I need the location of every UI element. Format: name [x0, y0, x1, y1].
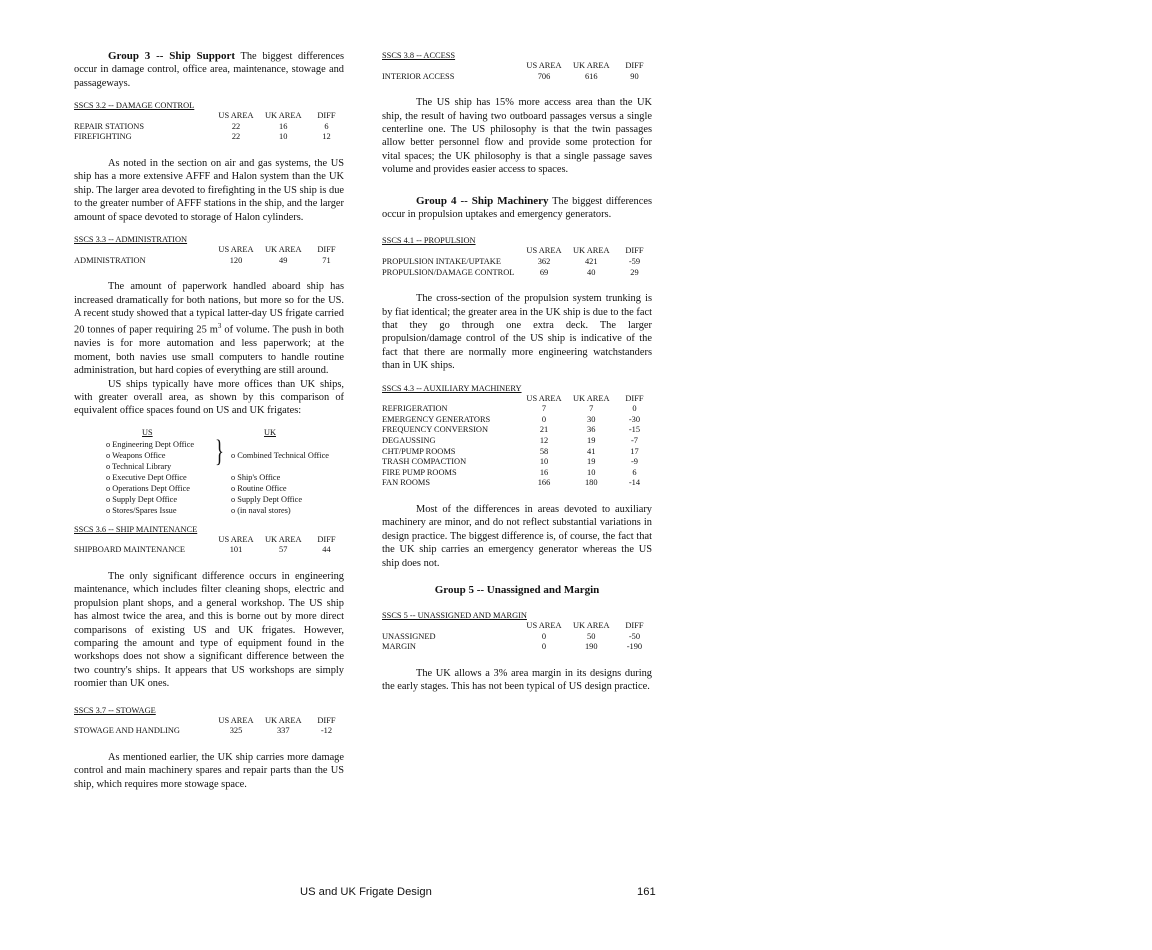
- maintenance-paragraph: The only significant difference occurs in engineering maintenance, which includes filter cleaning shops, electric and propulsion plant shops, and a general workshop. The US ship has almost twice the area, and this is borne out by more direct comparisons of existing US and UK frigates. However, comparing the amount and type of equipment found in the workshops does not show a significant difference between the two country's ships. It appears that US workshops are simply roomier than UK ones.: [74, 570, 344, 690]
- us-area-cell: 362: [537, 257, 551, 267]
- table-row: [382, 632, 652, 643]
- diff-cell: -12: [320, 726, 333, 736]
- paperwork-text-b: of volume. The push in both navies is for more automation and less paperwork; at the moment, both navies use small computers to handle routine administration, but hard copies of everything are still around.: [74, 324, 344, 377]
- uk-area-cell: 16: [279, 121, 288, 131]
- us-area-cell: 22: [231, 132, 241, 142]
- diff-cell: -30: [628, 414, 641, 424]
- diff-cell: -9: [630, 457, 638, 467]
- us-area-cell: 101: [229, 545, 243, 555]
- group4-heading: Group 4 -- Ship Machinery: [416, 194, 549, 207]
- area-table: [382, 621, 652, 653]
- uk-office-item: o (in naval stores): [231, 505, 291, 515]
- uk-area-cell: 337: [276, 726, 290, 736]
- table-row: [382, 447, 652, 458]
- diff-cell: 0: [632, 404, 637, 414]
- paperwork-paragraph: [74, 280, 344, 377]
- table-row: [382, 478, 652, 489]
- left-column: [74, 50, 344, 791]
- row-label: STOWAGE AND HANDLING: [74, 726, 180, 736]
- row-label: FREQUENCY CONVERSION: [382, 425, 489, 435]
- uk-offices-heading: UK: [264, 427, 276, 437]
- table-sscs-5: [382, 610, 652, 653]
- us-area-cell: 22: [231, 121, 241, 131]
- uk-area-cell: 19: [587, 436, 596, 446]
- table-row: [74, 256, 344, 267]
- table-row: [382, 425, 652, 436]
- table-title: SSCS 3.8 -- ACCESS: [382, 51, 456, 60]
- table-row: [74, 545, 344, 556]
- row-label: ADMINISTRATION: [74, 255, 146, 265]
- table-row: [382, 457, 652, 468]
- row-label: FIRE PUMP ROOMS: [382, 467, 457, 477]
- page-number: 161: [637, 886, 656, 898]
- column-header: DIFF: [625, 393, 644, 403]
- area-table: [382, 394, 652, 489]
- column-header: US AREA: [526, 61, 562, 70]
- us-area-cell: 0: [541, 414, 547, 424]
- row-label: FAN ROOMS: [382, 478, 431, 488]
- column-header: US AREA: [218, 245, 254, 255]
- column-header: DIFF: [317, 245, 336, 255]
- uk-area-cell: 7: [589, 404, 594, 414]
- table-row: [382, 415, 652, 426]
- row-label: FIREFIGHTING: [74, 132, 132, 142]
- propulsion-paragraph: The cross-section of the propulsion system trunking is by fiat identical; the greater area in the UK ship is due to the fact that they go through one extra deck. The larger propulsion/damage control of the US ship is indicative of the fact that there are normally more engineering watchstanders than in UK ships.: [382, 293, 652, 372]
- row-label: PROPULSION INTAKE/UPTAKE: [382, 257, 501, 267]
- us-area-cell: 7: [541, 404, 547, 414]
- column-header: DIFF: [317, 534, 336, 544]
- uk-area-cell: 19: [587, 457, 596, 467]
- area-table: [74, 535, 344, 556]
- uk-area-cell: 190: [584, 642, 598, 652]
- table-header-row: [74, 111, 344, 122]
- table-row: [74, 726, 344, 737]
- group4-paragraph: [382, 195, 652, 222]
- uk-office-item: o Supply Dept Office: [231, 494, 303, 504]
- table-title: SSCS 3.6 -- SHIP MAINTENANCE: [74, 524, 198, 534]
- uk-office-item: o Ship's Office: [231, 472, 281, 482]
- diff-cell: 6: [324, 121, 329, 131]
- column-header: US AREA: [526, 621, 562, 631]
- us-area-cell: 58: [539, 446, 549, 456]
- us-office-item: o Supply Dept Office: [106, 494, 178, 504]
- office-comparison: [74, 428, 344, 524]
- us-area-cell: 10: [539, 457, 549, 467]
- group5-heading: Group 5 -- Unassigned and Margin: [434, 584, 600, 597]
- auxiliary-paragraph: Most of the differences in areas devoted to auxiliary machinery are minor, and do not reflect substantial variations in design practice. The biggest difference is, of course, the fact that the UK ship carries an emergency generator whereas the US ship does not.: [382, 504, 652, 569]
- table-header-row: [382, 61, 652, 72]
- us-office-item: o Weapons Office: [106, 450, 166, 460]
- us-area-cell: 0: [541, 642, 547, 652]
- column-header: US AREA: [526, 393, 562, 403]
- row-label: UNASSIGNED: [382, 631, 436, 641]
- table-header-row: [74, 716, 344, 727]
- table-sscs-3-8: [382, 50, 652, 82]
- us-office-item: o Engineering Dept Office: [106, 439, 195, 449]
- column-header: US AREA: [218, 111, 254, 121]
- row-label: PROPULSION/DAMAGE CONTROL: [382, 267, 515, 277]
- margin-paragraph: The UK allows a 3% area margin in its designs during the early stages. This has not been typical of US design practice.: [382, 667, 652, 693]
- stowage-paragraph: As mentioned earlier, the UK ship carries more damage control and main machinery spares and repair parts than the US ship, which requires more stowage space.: [74, 751, 344, 790]
- table-sscs-3-3: [74, 234, 344, 266]
- diff-cell: 90: [630, 71, 639, 81]
- offices-paragraph: US ships typically have more offices than UK ships, with greater overall area, as shown by this comparison of equivalent office spaces found on US and UK frigates:: [74, 378, 344, 417]
- diff-cell: -59: [628, 257, 641, 267]
- table-row: [74, 132, 344, 143]
- diff-cell: -190: [626, 642, 643, 652]
- us-offices-heading: US: [142, 427, 153, 437]
- table-sscs-3-7: [74, 705, 344, 737]
- diff-cell: -14: [628, 478, 641, 488]
- table-header-row: [382, 394, 652, 405]
- table-title: SSCS 4.3 -- AUXILIARY MACHINERY: [382, 383, 522, 393]
- table-sscs-4-1: [382, 235, 652, 278]
- us-area-cell: 69: [539, 267, 549, 277]
- group4-text: The biggest differences occur in propulsion uptakes and emergency generators.: [382, 195, 652, 221]
- us-area-cell: 120: [229, 255, 243, 265]
- area-table: [74, 111, 344, 143]
- table-title: SSCS 3.2 -- DAMAGE CONTROL: [74, 101, 195, 111]
- us-area-cell: 21: [539, 425, 549, 435]
- column-header: US AREA: [218, 534, 254, 544]
- diff-cell: 29: [630, 267, 639, 277]
- diff-cell: -15: [628, 425, 641, 435]
- us-area-cell: 706: [537, 71, 551, 81]
- table-header-row: [74, 245, 344, 256]
- group3-text: The biggest differences occur in damage control, office area, maintenance, stowage and passageways.: [74, 51, 344, 89]
- cubic-superscript: 3: [217, 322, 222, 331]
- access-paragraph: The US ship has 15% more access area than the UK ship, the result of having two outboard passages versus a single centerline one. The US philosophy is that the twin passages allow better personnel flow and provide some protection for vital spaces; the UK philosophy is that a single passage saves volume and provides easier access to spaces.: [382, 97, 652, 176]
- us-office-item: o Stores/Spares Issue: [106, 505, 177, 515]
- table-sscs-3-2: [74, 100, 344, 143]
- us-area-cell: 325: [229, 726, 243, 736]
- table-row: [382, 404, 652, 415]
- column-header: DIFF: [317, 111, 336, 121]
- table-row: [74, 122, 344, 133]
- table-title: SSCS 3.3 -- ADMINISTRATION: [74, 235, 188, 245]
- diff-cell: 6: [632, 467, 637, 477]
- right-column: [382, 50, 652, 694]
- table-row: [382, 642, 652, 653]
- table-header-row: [74, 535, 344, 546]
- row-label: DEGAUSSING: [382, 436, 436, 446]
- uk-area-cell: 49: [279, 255, 288, 265]
- uk-area-cell: 57: [279, 545, 288, 555]
- table-header-row: [382, 621, 652, 632]
- row-label: INTERIOR ACCESS: [382, 71, 455, 81]
- area-table: [74, 245, 344, 266]
- column-header: UK AREA: [572, 61, 610, 70]
- column-header: UK AREA: [264, 715, 302, 725]
- column-header: DIFF: [625, 61, 644, 70]
- row-label: SHIPBOARD MAINTENANCE: [74, 545, 185, 555]
- row-label: REPAIR STATIONS: [74, 121, 144, 131]
- row-label: TRASH COMPACTION: [382, 457, 467, 467]
- column-header: UK AREA: [572, 246, 610, 256]
- uk-area-cell: 50: [587, 631, 596, 641]
- column-header: US AREA: [218, 715, 254, 725]
- table-row: [382, 268, 652, 279]
- uk-area-cell: 40: [587, 267, 596, 277]
- area-table: [74, 716, 344, 737]
- column-header: UK AREA: [264, 111, 302, 121]
- uk-area-cell: 30: [587, 414, 596, 424]
- us-office-item: o Operations Dept Office: [106, 483, 190, 493]
- column-header: DIFF: [625, 621, 644, 631]
- row-label: MARGIN: [382, 642, 416, 652]
- diff-cell: 71: [322, 255, 331, 265]
- table-row: [382, 436, 652, 447]
- uk-area-cell: 421: [584, 257, 598, 267]
- damage-control-paragraph: As noted in the section on air and gas systems, the US ship has a more extensive AFFF and Halon system than the UK ship. The larger area devoted to firefighting in the US ship is due to the greater number of AFFF stations in the ship, and the larger amount of space devoted to storage of Halon cylinders.: [74, 158, 344, 223]
- column-header: DIFF: [625, 246, 644, 256]
- group3-paragraph: [74, 50, 344, 90]
- us-area-cell: 166: [537, 478, 551, 488]
- grouping-brace: }: [214, 432, 224, 468]
- table-header-row: [382, 246, 652, 257]
- us-area-cell: 12: [539, 436, 549, 446]
- column-header: UK AREA: [572, 393, 610, 403]
- table-row: [382, 468, 652, 479]
- area-table: [382, 246, 652, 278]
- uk-office-item: o Combined Technical Office: [231, 450, 329, 460]
- uk-area-cell: 10: [279, 132, 288, 142]
- diff-cell: 17: [630, 446, 639, 456]
- us-area-cell: 0: [541, 631, 547, 641]
- diff-cell: 44: [322, 545, 331, 555]
- footer-title: US and UK Frigate Design: [300, 886, 432, 898]
- table-title: SSCS 5 -- UNASSIGNED AND MARGIN: [382, 611, 527, 621]
- uk-area-cell: 41: [587, 446, 596, 456]
- column-header: DIFF: [317, 715, 336, 725]
- group3-heading: Group 3 -- Ship Support: [108, 50, 236, 62]
- diff-cell: -50: [628, 631, 641, 641]
- uk-area-cell: 180: [584, 478, 598, 488]
- column-header: US AREA: [526, 246, 562, 256]
- diff-cell: 12: [322, 132, 331, 142]
- uk-area-cell: 36: [587, 425, 596, 435]
- paperwork-text-a: The amount of paperwork handled aboard ship has increased dramatically for both nations, but more so for the US. A recent study showed that a typical latter-day US frigate carried 20 tonnes of paper requiring 25 m: [74, 281, 344, 336]
- uk-area-cell: 616: [584, 71, 598, 81]
- diff-cell: -7: [630, 436, 638, 446]
- row-label: REFRIGERATION: [382, 404, 448, 414]
- table-sscs-4-3: [382, 383, 652, 489]
- row-label: CHT/PUMP ROOMS: [382, 446, 456, 456]
- us-office-item: o Executive Dept Office: [106, 472, 187, 482]
- column-header: UK AREA: [264, 245, 302, 255]
- us-area-cell: 16: [539, 467, 549, 477]
- area-table: [382, 61, 652, 82]
- uk-area-cell: 10: [587, 467, 596, 477]
- row-label: EMERGENCY GENERATORS: [382, 414, 491, 424]
- table-row: [382, 257, 652, 268]
- us-office-item: o Technical Library: [106, 461, 172, 471]
- table-row: [382, 72, 652, 83]
- column-header: UK AREA: [264, 534, 302, 544]
- uk-office-item: o Routine Office: [231, 483, 287, 493]
- column-header: UK AREA: [572, 621, 610, 631]
- table-title: SSCS 4.1 -- PROPULSION: [382, 236, 476, 246]
- table-sscs-3-6: [74, 524, 344, 556]
- table-title: SSCS 3.7 -- STOWAGE: [74, 705, 156, 715]
